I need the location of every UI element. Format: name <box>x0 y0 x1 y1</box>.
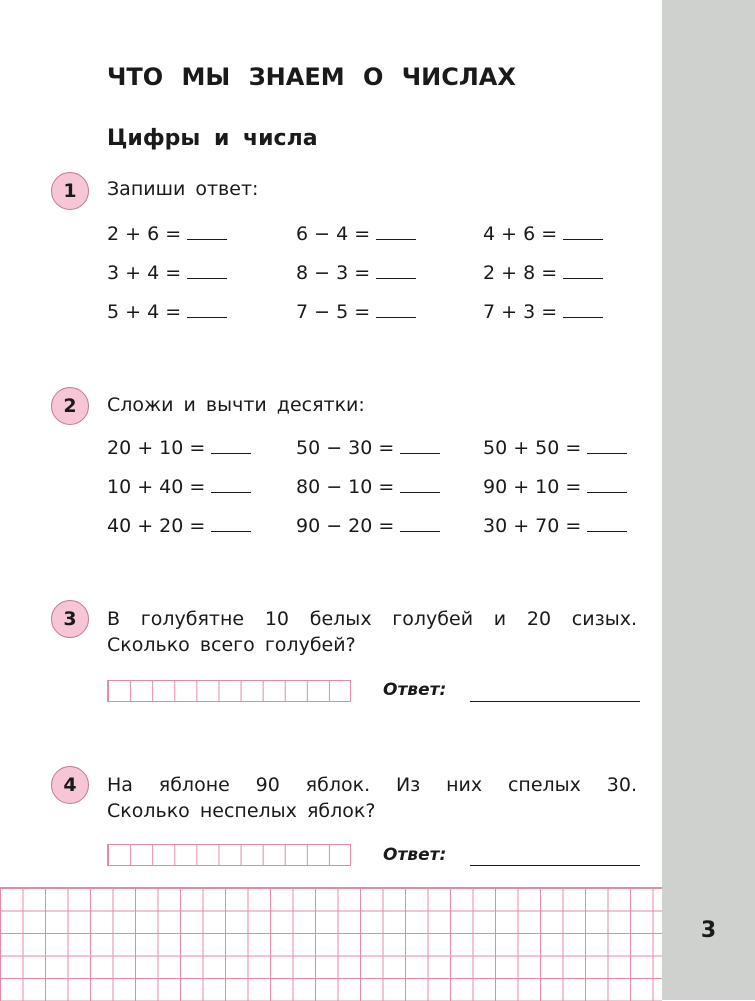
answer-blank[interactable] <box>211 513 251 532</box>
task-2-expr: 90 − 20 = <box>296 511 440 541</box>
answer-blank[interactable] <box>187 299 227 318</box>
task-1-expr: 2 + 6 = <box>107 219 227 249</box>
task-1-expr: 3 + 4 = <box>107 258 227 288</box>
task-4-line-1: На яблоне 90 яблок. Из них спелых 30. <box>107 774 637 796</box>
answer-blank[interactable] <box>376 260 416 279</box>
answer-blank[interactable] <box>563 260 603 279</box>
answer-blank[interactable] <box>187 260 227 279</box>
task-1-expr: 5 + 4 = <box>107 297 227 327</box>
page-title: ЧТО МЫ ЗНАЕМ О ЧИСЛАХ <box>107 63 516 91</box>
task-1-expr: 2 + 8 = <box>483 258 603 288</box>
task-2-prompt: Сложи и вычти десятки: <box>107 394 365 416</box>
answer-blank[interactable] <box>400 435 440 454</box>
task-2-expr: 80 − 10 = <box>296 472 440 502</box>
task-4-line-2: Сколько неспелых яблок? <box>107 800 376 822</box>
answer-blank[interactable] <box>187 221 227 240</box>
task-2-expr: 40 + 20 = <box>107 511 251 541</box>
task-1-badge: 1 <box>51 172 89 210</box>
answer-blank[interactable] <box>400 513 440 532</box>
task-4-answer-label: Ответ: <box>383 845 447 865</box>
task-1-prompt: Запиши ответ: <box>107 178 259 200</box>
answer-blank[interactable] <box>400 474 440 493</box>
task-4-answer-line[interactable] <box>470 865 640 866</box>
task-3-badge: 3 <box>51 600 89 638</box>
task-1-expr: 6 − 4 = <box>296 219 416 249</box>
task-2-expr: 10 + 40 = <box>107 472 251 502</box>
side-margin-strip <box>662 0 755 1000</box>
answer-blank[interactable] <box>587 474 627 493</box>
task-1-expr: 8 − 3 = <box>296 258 416 288</box>
task-3-line-1: В голубятне 10 белых голубей и 20 сизых. <box>107 608 637 630</box>
bottom-grid-paper[interactable] <box>0 887 662 1001</box>
task-3-line-2: Сколько всего голубей? <box>107 634 356 656</box>
task-2-expr: 50 − 30 = <box>296 433 440 463</box>
task-3-text <box>107 606 637 658</box>
task-2-badge: 2 <box>51 387 89 425</box>
task-1-expr: 7 − 5 = <box>296 297 416 327</box>
section-subtitle: Цифры и числа <box>107 126 318 151</box>
task-1-expr: 4 + 6 = <box>483 219 603 249</box>
answer-blank[interactable] <box>211 435 251 454</box>
task-3-answer-line[interactable] <box>470 701 640 702</box>
task-3-solution-cells[interactable] <box>107 680 351 702</box>
answer-blank[interactable] <box>587 513 627 532</box>
answer-blank[interactable] <box>376 299 416 318</box>
task-2-expr: 30 + 70 = <box>483 511 627 541</box>
task-2-expr: 20 + 10 = <box>107 433 251 463</box>
task-2-expr: 50 + 50 = <box>483 433 627 463</box>
task-3-answer-label: Ответ: <box>383 680 447 700</box>
task-1-expr: 7 + 3 = <box>483 297 603 327</box>
page-number: 3 <box>700 918 717 943</box>
task-4-solution-cells[interactable] <box>107 844 351 866</box>
task-4-text <box>107 772 637 824</box>
task-4-badge: 4 <box>51 766 89 804</box>
answer-blank[interactable] <box>563 299 603 318</box>
answer-blank[interactable] <box>587 435 627 454</box>
task-2-expr: 90 + 10 = <box>483 472 627 502</box>
answer-blank[interactable] <box>376 221 416 240</box>
answer-blank[interactable] <box>211 474 251 493</box>
answer-blank[interactable] <box>563 221 603 240</box>
